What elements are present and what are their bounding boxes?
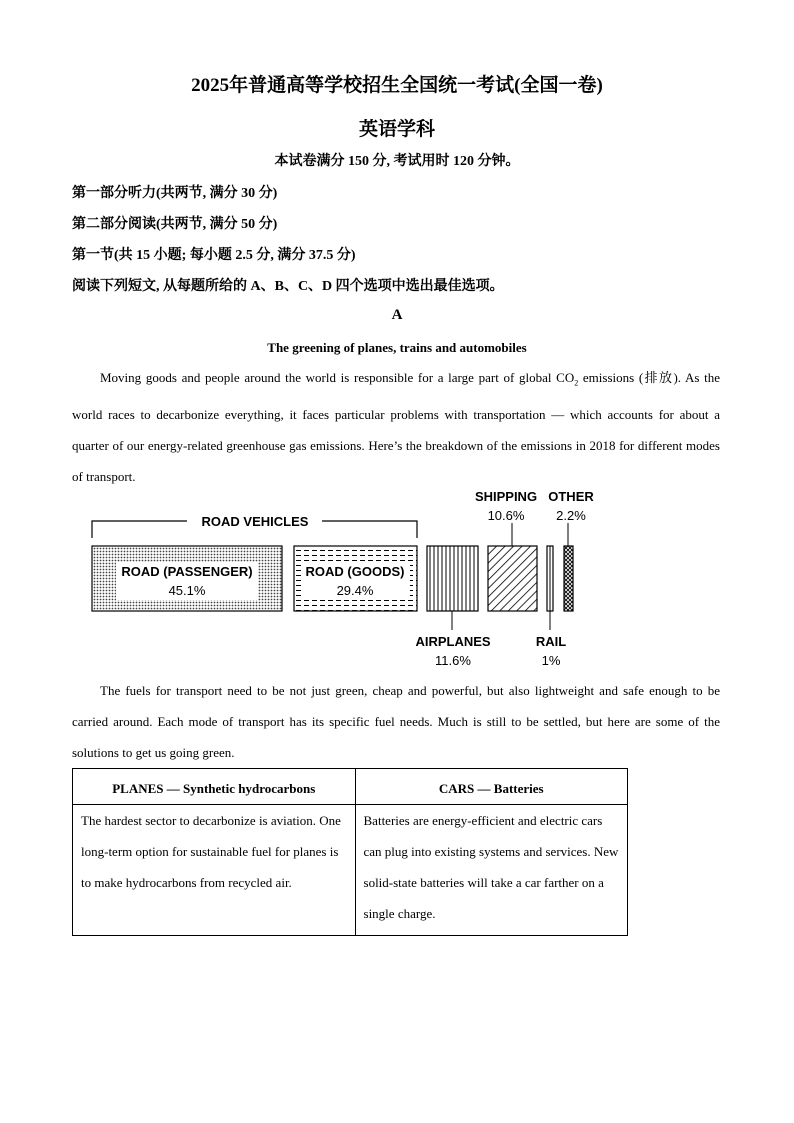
label-road-goods: ROAD (GOODS) [305, 564, 405, 579]
value-shipping: 10.6% [487, 508, 525, 523]
instruction-line: 阅读下列短文, 从每题所给的 A、B、C、D 四个选项中选出最佳选项。 [72, 279, 504, 294]
planes-heading: PLANES — Synthetic hydrocarbons [73, 769, 356, 805]
planes-text: The hardest sector to decarbonize is aviation. One long-term option for sustainable fuel for planes is to make hydrocarbons from recycled air. [73, 805, 356, 936]
value-road-passenger: 45.1% [168, 583, 206, 598]
value-road-goods: 29.4% [336, 583, 374, 598]
paragraph-1-text: emissions (排放). As the world races to decarbonize everything, it faces particular problems with transportation — which accounts for about a quarter of our energy-related greenhouse gas emissions. Here’s the breakdown of the emissions in 2018 for different modes of transport. [72, 370, 720, 484]
table-header-row [73, 769, 628, 805]
paragraph-1-text: Moving goods and people around the world is responsible for a large part of global CO [100, 370, 575, 385]
value-airplanes: 11.6% [435, 653, 471, 668]
value-rail: 1% [541, 653, 561, 668]
paragraph-2 [72, 675, 720, 768]
exam-title: 2025年普通高等学校招生全国统一考试(全国一卷) [191, 75, 603, 96]
label-airplanes: AIRPLANES [415, 634, 491, 649]
bar-rail [547, 546, 553, 611]
value-other: 2.2% [556, 508, 586, 523]
label-road-passenger: ROAD (PASSENGER) [121, 564, 253, 579]
solutions-table [72, 768, 628, 936]
instruction-line: 第二部分阅读(共两节, 满分 50 分) [72, 217, 278, 232]
paragraph-1 [72, 362, 720, 492]
subject-title: 英语学科 [358, 119, 435, 140]
paragraph-2-text: The fuels for transport need to be not just green, cheap and powerful, but also lightweight and safe enough to be carried around. Each mode of transport has its specific fuel needs. Much is still to be settled, but here are some of the solutions to get us going green. [72, 683, 720, 760]
cars-text: Batteries are energy-efficient and electric cars can plug into existing systems and services. New solid-state batteries will take a car farther on a single charge. [355, 805, 627, 936]
table-row [73, 805, 628, 936]
emissions-chart [72, 478, 612, 673]
instruction-line: 第一部分听力(共两节, 满分 30 分) [72, 186, 278, 201]
instruction-line: 第一节(共 15 小题; 每小题 2.5 分, 满分 37.5 分) [72, 248, 356, 263]
subscript: 2 [574, 378, 579, 388]
cars-heading: CARS — Batteries [355, 769, 627, 805]
label-shipping: SHIPPING [474, 489, 538, 504]
bar-shipping [488, 546, 537, 611]
group-label: ROAD VEHICLES [201, 514, 309, 529]
label-other: OTHER [548, 489, 594, 504]
bar-airplanes [427, 546, 478, 611]
label-rail: RAIL [535, 634, 567, 649]
passage-title: The greening of planes, trains and automobiles [267, 340, 527, 355]
passage-letter: A [391, 307, 403, 323]
bar-other [564, 546, 573, 611]
exam-note: 本试卷满分 150 分, 考试用时 120 分钟。 [274, 154, 520, 169]
